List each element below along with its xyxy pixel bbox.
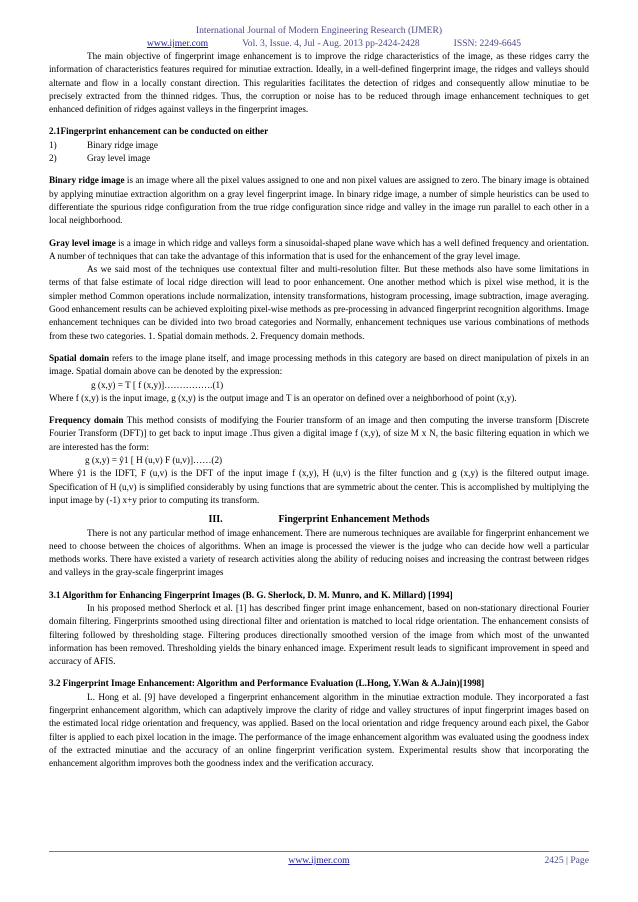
equation-2-explanation: Where ŷ1 is the IDFT, F (u,v) is the DFT of the input image f (x,y), H (u,v) is the filter function and g (x,y) is the filtered output image. Specification of H (u,v) is simplified considerably by using functions that are symmetric about the center. This is accomplished by multiplying the input image by (-1) x+y prior to computing its transform. [49,468,589,505]
page-content [49,24,589,771]
frequency-domain-term: Frequency domain [49,415,124,426]
list-item-number: 1) [49,139,57,150]
section-2-1-heading: 2.1Fingerprint enhancement can be conducted on either [49,126,269,137]
binary-ridge-paragraph [49,174,589,227]
section-3-1-heading: 3.1 Algorithm for Enhancing Fingerprint Images (B. G. Sherlock, D. M. Munro, and K. Millard) [1994] [49,589,453,600]
list-item [49,152,589,165]
binary-ridge-term: Binary ridge image [49,175,125,186]
section-3-paragraph: There is not any particular method of image enhancement. There are numerous techniques are available for fingerprint enhancement we need to choose between the choices of algorithms. When an image is processed the viewer is the judge who can decide how well a particular methods works. There have existed a variety of research activities along the ability of reducing noises and increasing the contrast between ridges and valleys in the gray-scale fingerprint images [49,527,589,578]
equation-1-explanation: Where f (x,y) is the input image, g (x,y) is the output image and T is an operator on defined over a neighborhood of point (x,y). [49,392,517,403]
frequency-domain-paragraph [49,414,589,454]
page-number: 2425 | Page [544,855,589,866]
equation-2: g (x,y) = ŷ1 [ H (u,v) F (u,v)]……(2) [85,455,223,466]
section-3-heading [49,513,589,526]
journal-title: International Journal of Modern Engineering Research (IJMER) [195,25,443,36]
footer-url-link[interactable]: www.ijmer.com [288,855,350,866]
journal-volume: Vol. 3, Issue. 4, Jul - Aug. 2013 pp-2424-2428 [242,38,420,49]
list-item [49,139,589,152]
frequency-domain-text: This method consists of modifying the Fourier transform of an image and then computing the inverse transform [Discrete Fourier Transform (DFT)] to get back to input image .Thus given a digital image f (x,y), of size M x N, the basic filtering equation in which we are interested has the form: [49,415,589,452]
gray-level-term: Gray level image [49,237,116,248]
gray-level-paragraph [49,237,589,264]
journal-issn: ISSN: 2249-6645 [453,38,522,49]
spatial-domain-text: refers to the image plane itself, and image processing methods in this category are based on direct manipulation of pixels in an image. Spatial domain above can be denoted by the expression: [49,352,589,377]
section-3-2-heading: 3.2 Fingerprint Image Enhancement: Algorithm and Performance Evaluation (L.Hong, Y.Wan & A.Jain)[1998] [49,678,485,689]
binary-ridge-text: is an image where all the pixel values assigned to one and non pixel values are assigned to zero. The binary image is obtained by applying minutiae extraction algorithm on a gray level fingerprint image. In binary ridge image, a number of simple heuristics can be used to differentiate the spurious ridge configuration from the true ridge configuration since ridge and valley in the image run parallel to each other in a local neighborhood. [49,175,589,226]
section-3-1-paragraph: In his proposed method Sherlock et al. [1] has described finger print image enhancement, based on non-stationary directional Fourier domain filtering. Fingerprints smoothed using directional filter and orientation is matched to local ridge orientation. The enhancement consists of filtering followed by thresholding stage. Filtering produces directionally smoothed version of the image from which most of the unwanted information has been removed. Thresholding yields the binary enhanced image. Experiment result leads to significant improvement in speed and accuracy of AFIS. [49,602,589,667]
equation-1: g (x,y) = T [ f (x,y)]…………….(1) [91,379,224,390]
journal-url-link[interactable]: www.ijmer.com [146,38,209,49]
spatial-domain-term: Spatial domain [49,352,110,363]
list-item-text: Binary ridge image [87,139,158,150]
section-3-number: III. [208,514,223,526]
contextual-filter-paragraph: As we said most of the techniques use contextual filter and multi-resolution filter. But these methods also have some limitations in terms of that false estimate of local ridge direction will lead to poor enhancement. One another method which is pixel wise method, it is the simpler method Common operations include normalization, intensity transformations, histogram processing, image subtraction, image averaging. Good enhancement results can be achieved exploiting pixel-wise methods as pre-processing in advanced fingerprint recognition algorithms. Image enhancement techniques can be divided into two broad categories and Normally, enhancement techniques use various combinations of methods from these two categories. 1. Spatial domain methods. 2. Frequency domain methods. [49,264,589,341]
gray-level-text: is a image in which ridge and valleys form a sinusoidal-shaped plane wave which has a well defined frequency and orientation. A number of techniques that can take the advantage of this information that is used for the enhancement of the gray level image. [49,237,589,261]
section-3-title: Fingerprint Enhancement Methods [278,514,430,526]
list-item-text: Gray level image [87,153,151,164]
spatial-domain-paragraph [49,352,589,379]
section-3-2-paragraph: L. Hong et al. [9] have developed a fingerprint enhancement algorithm in the minutiae extraction module. They incorporated a fast fingerprint enhancement algorithm, which can adaptively improve the clarity of ridge and valley structures of input fingerprint images based on the estimated local ridge orientation and frequency, was applied. Based on the local orientation and ridge frequency around each pixel, the Gabor filter is applied to each pixel location in the image. The performance of the image enhancement algorithm was evaluated using the goodness index of the extracted minutiae and the accuracy of an online fingerprint verification system. Experimental results show that incorporating the enhancement algorithm improves both the goodness index and the verification accuracy. [49,691,589,769]
page-footer [49,851,589,866]
list-item-number: 2) [49,153,57,164]
journal-info-line [79,37,589,50]
intro-paragraph: The main objective of fingerprint image enhancement is to improve the ridge characteristics of the image, as these ridges carry the information of characteristics features required for minutiae extraction. Ideally, in a well-defined fingerprint image, the ridges and valleys should alternate and flow in a locally constant direction. This regularities facilitates the detection of ridges and consequently allow minutiae to be precisely extracted from the thinned ridges. Thus, the corruption or noise has to be reduced through image enhancement techniques to get enhanced definition of ridges against valleys in the fingerprint images. [49,51,589,115]
